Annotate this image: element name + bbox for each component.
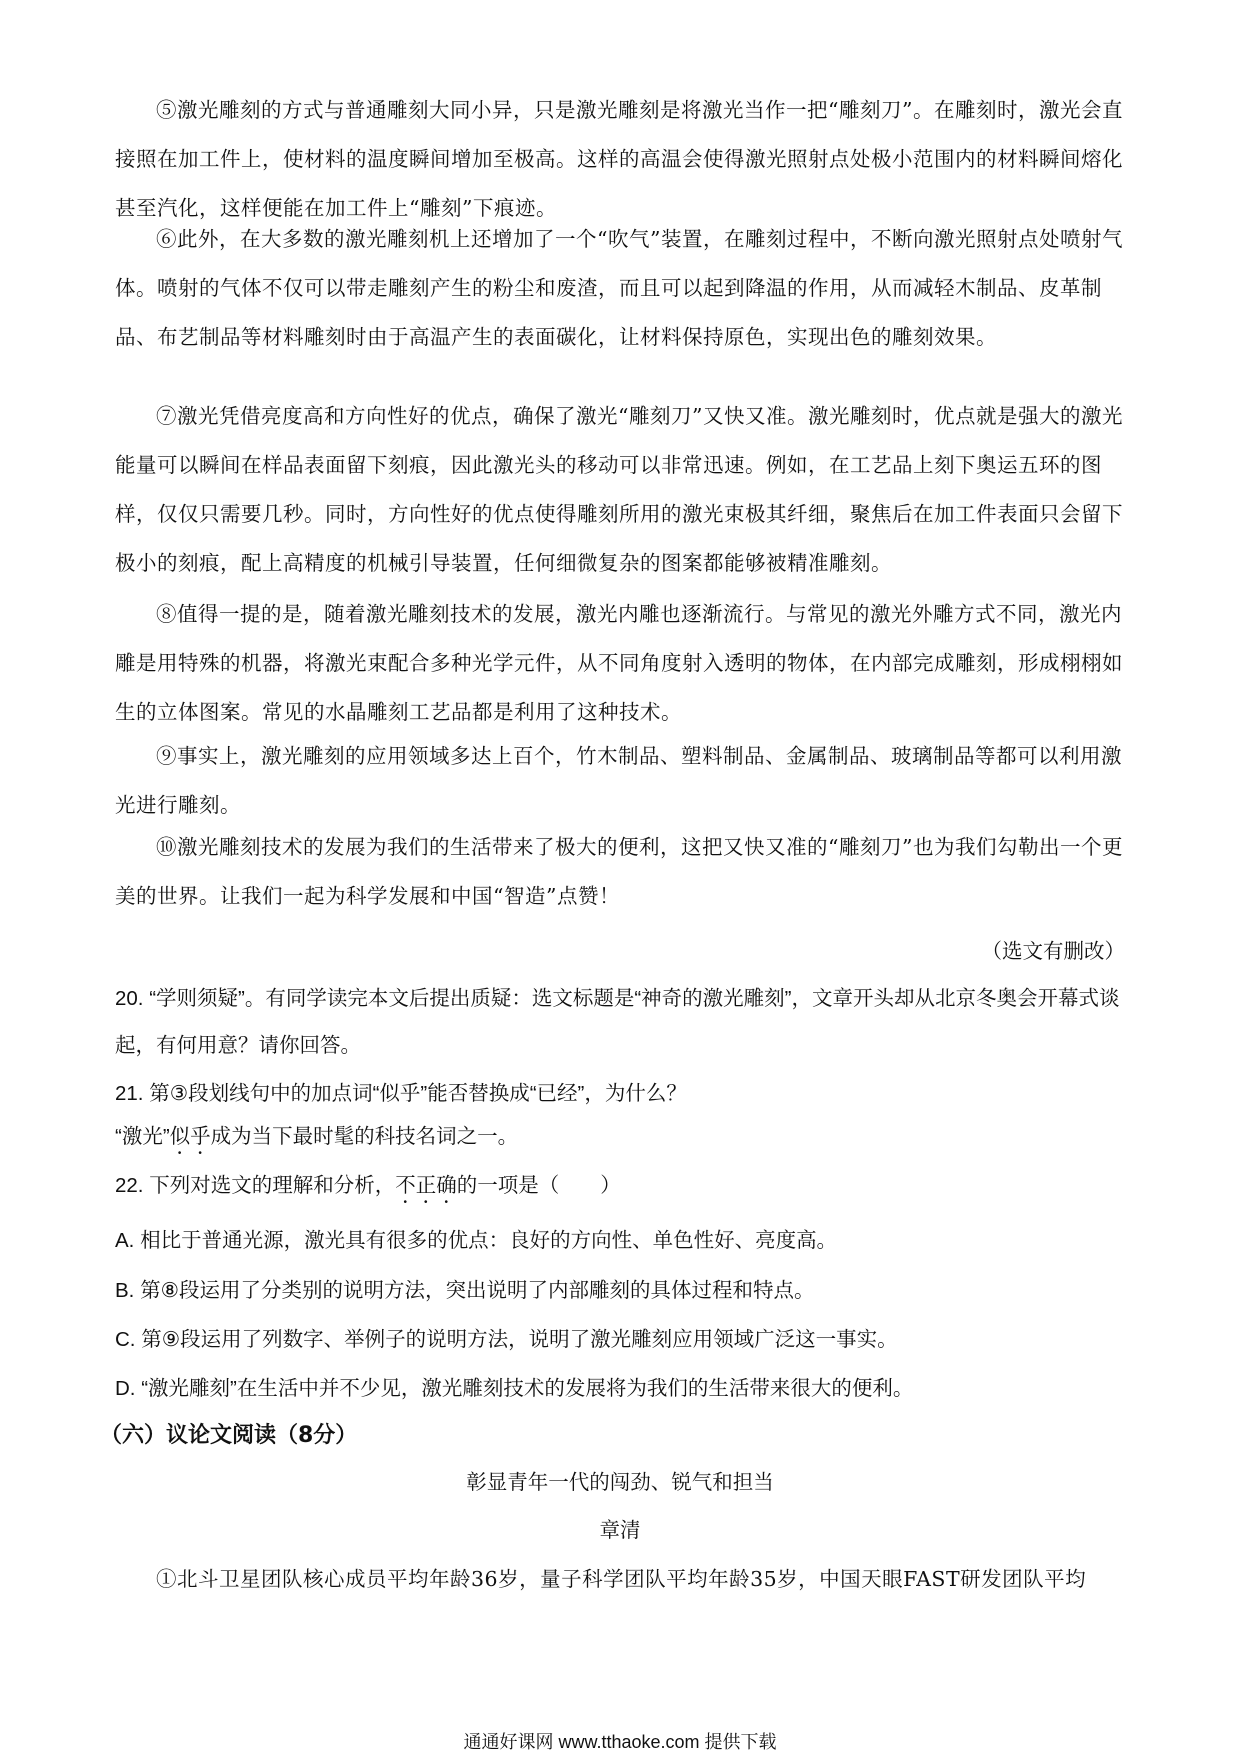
dotted-word: 似乎 — [169, 1125, 211, 1148]
article-author: 章清 — [599, 1518, 641, 1542]
question-20: 20. “学则须疑”。有同学读完本文后提出质疑：选文标题是“神奇的激光雕刻”，文章开头却从北京冬奥会开幕式谈起，有何用意？请你回答。 — [115, 987, 1120, 1057]
source-note: （选文有删改） — [981, 939, 1125, 963]
section-heading: （六）议论文阅读（8分） — [100, 1423, 358, 1448]
paragraph-6: ⑥此外，在大多数的激光雕刻机上还增加了一个“吹气”装置，在雕刻过程中，不断向激光照射点处喷射气体。喷射的气体不仅可以带走雕刻产生的粉尘和废渣，而且可以起到降温的作用，从而减轻木制品、皮革制品、布艺制品等材料雕刻时由于高温产生的表面碳化，让材料保持原色，实现出色的雕刻效果。 — [115, 227, 1123, 349]
question-21: 21. 第③段划线句中的加点词“似乎”能否替换成“已经”，为什么？ — [115, 1082, 687, 1105]
option-b: B. 第⑧段运用了分类别的说明方法，突出说明了内部雕刻的具体过程和特点。 — [115, 1279, 815, 1302]
article-paragraph-1: ①北斗卫星团队核心成员平均年龄36岁，量子科学团队平均年龄35岁，中国天眼FAST研发团队平均 — [156, 1567, 1087, 1591]
paragraph-9: ⑨事实上，激光雕刻的应用领域多达上百个，竹木制品、塑料制品、金属制品、玻璃制品等都可以利用激光进行雕刻。 — [115, 744, 1122, 817]
article-title: 彰显青年一代的闯劲、锐气和担当 — [466, 1470, 774, 1494]
question-22-tail: 的一项是（ ） — [456, 1174, 621, 1197]
quote-start: “激光” — [115, 1125, 170, 1148]
footer-credit: 通通好课网 www.tthaoke.com 提供下载 — [463, 1732, 777, 1752]
quote-end: 成为当下最时髦的科技名词之一。 — [210, 1125, 519, 1148]
paragraph-8: ⑧值得一提的是，随着激光雕刻技术的发展，激光内雕也逐渐流行。与常见的激光外雕方式不同，激光内雕是用特殊的机器，将激光束配合多种光学元件，从不同角度射入透明的物体，在内部完成雕刻，形成栩栩如生的立体图案。常见的水晶雕刻工艺品都是利用了这种技术。 — [115, 602, 1123, 724]
question-21-quote — [115, 1113, 1125, 1160]
option-d: D. “激光雕刻”在生活中并不少见，激光雕刻技术的发展将为我们的生活带来很大的便利。 — [115, 1377, 914, 1400]
option-c: C. 第⑨段运用了列数字、举例子的说明方法，说明了激光雕刻应用领域广泛这一事实。 — [115, 1328, 898, 1351]
question-22 — [115, 1162, 1125, 1209]
dotted-word: 不正确 — [395, 1174, 457, 1197]
paragraph-10: ⑩激光雕刻技术的发展为我们的生活带来了极大的便利，这把又快又准的“雕刻刀”也为我们勾勒出一个更美的世界。让我们一起为科学发展和中国“智造”点赞！ — [115, 835, 1123, 908]
question-22-lead: 22. 下列对选文的理解和分析， — [115, 1174, 396, 1197]
paragraph-5: ⑤激光雕刻的方式与普通雕刻大同小异，只是激光雕刻是将激光当作一把“雕刻刀”。在雕刻时，激光会直接照在加工件上，使材料的温度瞬间增加至极高。这样的高温会使得激光照射点处极小范围内的材料瞬间熔化甚至汽化，这样便能在加工件上“雕刻”下痕迹。 — [115, 98, 1123, 220]
option-a: A. 相比于普通光源，激光具有很多的优点：良好的方向性、单色性好、亮度高。 — [115, 1229, 838, 1252]
paragraph-7: ⑦激光凭借亮度高和方向性好的优点，确保了激光“雕刻刀”又快又准。激光雕刻时，优点就是强大的激光能量可以瞬间在样品表面留下刻痕，因此激光头的移动可以非常迅速。例如，在工艺品上刻下奥运五环的图样，仅仅只需要几秒。同时，方向性好的优点使得雕刻所用的激光束极其纤细，聚焦后在加工件表面只会留下极小的刻痕，配上高精度的机械引导装置，任何细微复杂的图案都能够被精准雕刻。 — [115, 404, 1123, 575]
